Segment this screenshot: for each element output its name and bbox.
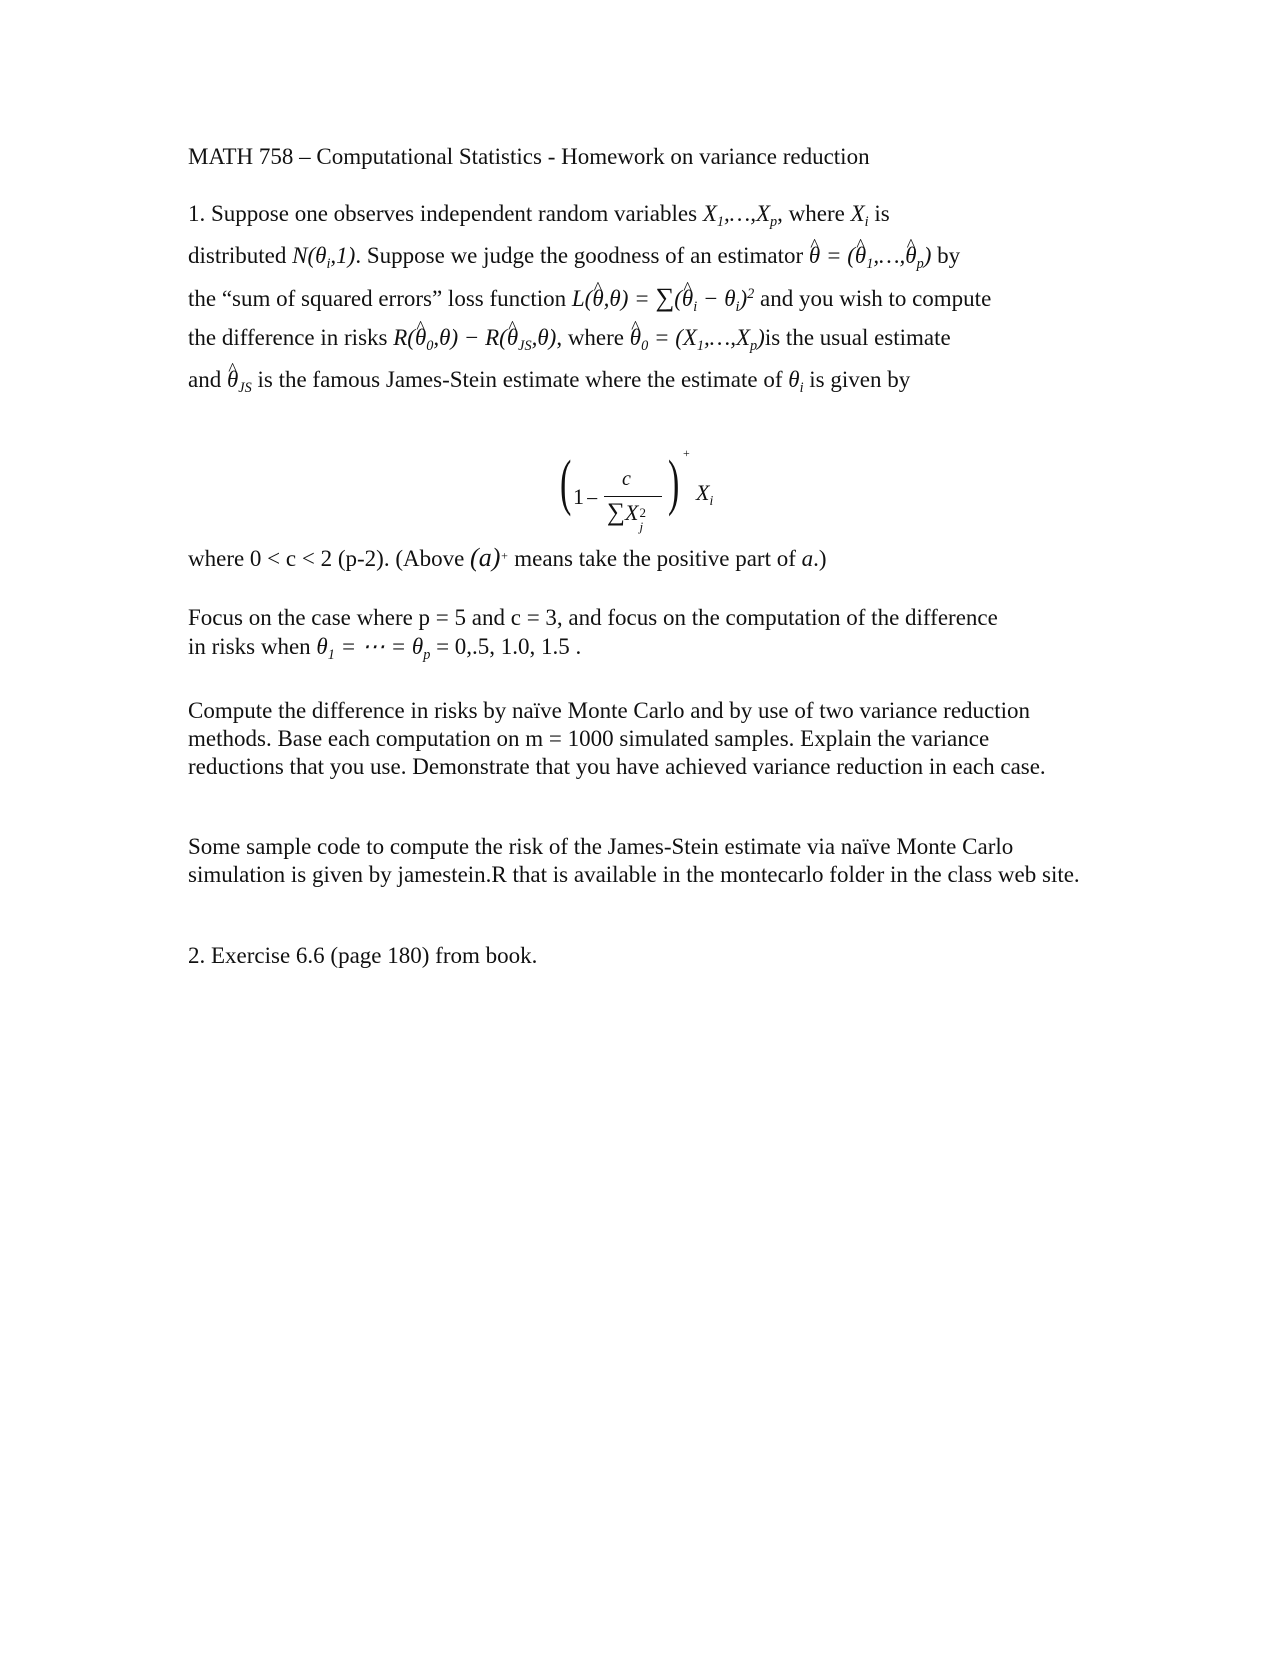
formula-one: 1 xyxy=(573,484,584,509)
focus-line2-values: = 0,.5, 1.0, 1.5 . xyxy=(430,634,582,659)
line3-suffix: and you wish to compute xyxy=(754,286,992,311)
james-stein-formula xyxy=(560,446,730,536)
problem2: 2. Exercise 6.6 (page 180) from book. xyxy=(188,943,538,968)
problem1-line5 xyxy=(188,366,910,394)
constraint-mid: means take the positive part of xyxy=(508,546,802,571)
page-title: MATH 758 – Computational Statistics - Homework on variance reduction xyxy=(188,144,870,169)
left-paren: ( xyxy=(560,449,572,517)
problem1-line2 xyxy=(188,242,960,270)
formula-denominator: ∑X 2 j xyxy=(607,498,646,534)
line2-prefix: distributed xyxy=(188,243,293,268)
line5-suffix: is given by xyxy=(803,367,911,392)
constraint-line xyxy=(188,544,827,573)
line4-suffix: is the usual estimate xyxy=(764,325,951,350)
formula-minus: − xyxy=(586,486,599,511)
math-theta-i: $\theta_i$ xyxy=(788,367,804,396)
math-xi: $X_i$ xyxy=(850,201,869,230)
formula-xi: $X_i$ xyxy=(696,480,714,508)
math-usual-estimate: ^ $\theta_0$ = $(X_1,\dots,X_p)$ xyxy=(630,325,765,350)
formula-numerator: c xyxy=(622,468,631,490)
positive-part-superscript: + xyxy=(683,446,690,460)
problem1-line4 xyxy=(188,324,951,352)
math-js-estimate: ^ $\theta_{JS}$ xyxy=(227,367,252,392)
right-paren: ) xyxy=(668,449,680,517)
line1-mid: , where xyxy=(777,201,851,226)
math-x1-to-xp: $X_1,\dots,X_p$ xyxy=(702,201,778,230)
line4-mid: , where xyxy=(556,325,630,350)
math-estimator: ^ θ = (^ $\theta_1,\dots,\^{}$ $\theta_p$) xyxy=(809,243,932,268)
focus-line2-prefix: in risks when xyxy=(188,634,317,659)
line2-mid: . Suppose we judge the goodness of an estimator xyxy=(355,243,809,268)
sample-code-paragraph: Some sample code to compute the risk of the James-Stein estimate via naïve Monte Carlo simulation is given by jamestein.R that is available in the montecarlo folder in the class web site. xyxy=(188,834,1080,887)
math-normal-dist: $N(\theta_i,1)$ xyxy=(292,243,356,272)
constraint-variable: a xyxy=(801,546,814,571)
math-loss-function: L(^ θ,θ) = ∑(^ $\theta_i - \theta_i)^2$ xyxy=(572,286,754,311)
focus-line1: Focus on the case where p = 5 and c = 3, and focus on the computation of the difference xyxy=(188,605,998,630)
constraint-prefix: where 0 < c < 2 (p-2). (Above xyxy=(188,546,471,571)
constraint-end: .) xyxy=(813,546,827,571)
fraction-bar xyxy=(604,496,662,497)
line1-suffix: is xyxy=(868,201,890,226)
line5-prefix: and xyxy=(188,367,227,392)
problem1-line1 xyxy=(188,200,890,228)
math-theta-equal: $\theta_1$ = ⋯ = $\theta_p$ xyxy=(316,634,431,663)
line3-prefix: the “sum of squared errors” loss function xyxy=(188,286,572,311)
problem1-line3 xyxy=(188,283,991,313)
focus-line2 xyxy=(188,633,581,661)
math-risk-difference: R(^ $\theta_0,\theta$) − R(^ $\theta_{JS},\theta$) xyxy=(393,325,556,350)
math-positive-part: (a)+ xyxy=(470,543,509,572)
line1-prefix: 1. Suppose one observes independent random variables xyxy=(188,201,703,226)
compute-paragraph: Compute the difference in risks by naïve Monte Carlo and by use of two variance reduction methods. Base each computation on m = 1000 simulated samples. Explain the variance reductions that you use. Demonstrate that you have achieved variance reduction in each case. xyxy=(188,698,1046,779)
line2-suffix: by xyxy=(931,243,961,268)
line5-mid: is the famous James-Stein estimate where the estimate of xyxy=(251,367,789,392)
line4-prefix: the difference in risks xyxy=(188,325,394,350)
